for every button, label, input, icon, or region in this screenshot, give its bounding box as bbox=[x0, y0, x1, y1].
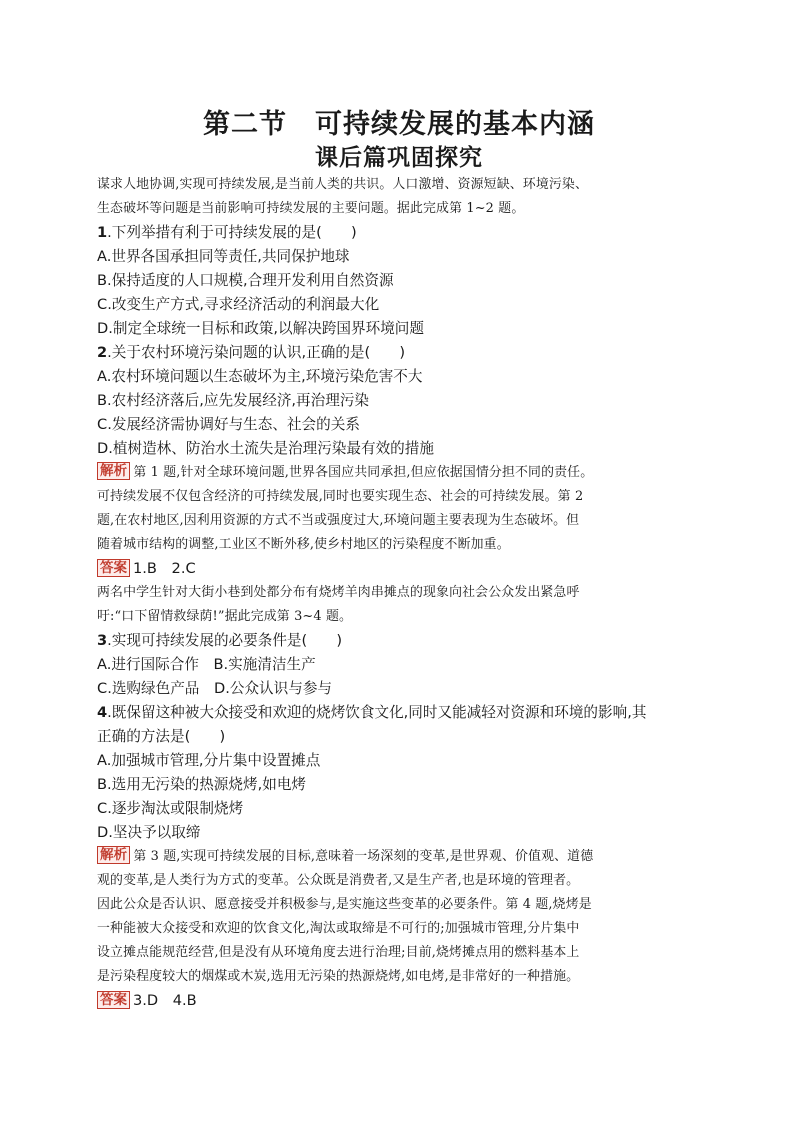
analysis-1-line bbox=[97, 461, 701, 485]
question-2-stem bbox=[97, 341, 701, 365]
question-4-stem bbox=[97, 701, 701, 725]
intro-paragraph-1-line: 生态破坏等问题是当前影响可持续发展的主要问题。据此完成第 1~2 题。 bbox=[97, 201, 525, 216]
answer-text: 3.D 4.B bbox=[133, 992, 197, 1009]
question-2-option-a: A.农村环境问题以生态破坏为主,环境污染危害不大 bbox=[97, 368, 423, 385]
analysis-2-line: 因此公众是否认识、愿意接受并积极参与,是实施这些变革的必要条件。第 4 题,烧烤是 bbox=[97, 897, 592, 912]
analysis-label: 解析 bbox=[97, 462, 130, 480]
analysis-1-line: 题,在农村地区,因利用资源的方式不当或强度过大,环境问题主要表现为生态破坏。但 bbox=[97, 513, 580, 528]
analysis-1-line: 可持续发展不仅包含经济的可持续发展,同时也要实现生态、社会的可持续发展。第 2 bbox=[97, 489, 584, 504]
question-number: 4 bbox=[97, 704, 108, 721]
analysis-1-line: 随着城市结构的调整,工业区不断外移,使乡村地区的污染程度不断加重。 bbox=[97, 537, 510, 552]
question-number: 1 bbox=[97, 224, 108, 241]
answer-label: 答案 bbox=[97, 991, 130, 1009]
question-1-option-c: C.改变生产方式,寻求经济活动的利润最大化 bbox=[97, 296, 380, 313]
question-text: .既保留这种被大众接受和欢迎的烧烤饮食文化,同时又能减轻对资源和环境的影响,其 bbox=[107, 704, 647, 721]
question-4-option-a: A.加强城市管理,分片集中设置摊点 bbox=[97, 752, 321, 769]
question-text: .实现可持续发展的必要条件是( ) bbox=[107, 632, 343, 649]
answer-2-line bbox=[97, 989, 701, 1013]
question-2-option-c: C.发展经济需协调好与生态、社会的关系 bbox=[97, 416, 360, 433]
question-3-options-ab: A.进行国际合作 B.实施清洁生产 bbox=[97, 656, 316, 673]
answer-label: 答案 bbox=[97, 559, 130, 577]
question-number: 3 bbox=[97, 632, 108, 649]
intro-paragraph-2-line: 吁:“口下留情救绿荫!”据此完成第 3~4 题。 bbox=[97, 609, 353, 624]
question-4-option-b: B.选用无污染的热源烧烤,如电烤 bbox=[97, 776, 307, 793]
question-text: .下列举措有利于可持续发展的是( ) bbox=[107, 224, 357, 241]
intro-paragraph-2-line: 两名中学生针对大街小巷到处都分布有烧烤羊肉串摊点的现象向社会公众发出紧急呼 bbox=[97, 585, 580, 600]
intro-paragraph-1-line: 谋求人地协调,实现可持续发展,是当前人类的共识。人口激增、资源短缺、环境污染、 bbox=[97, 177, 588, 192]
analysis-2-line: 设立摊点能规范经营,但是没有从环境角度去进行治理;目前,烧烤摊点用的燃料基本上 bbox=[97, 945, 580, 960]
question-1-stem bbox=[97, 221, 701, 245]
question-2-option-b: B.农村经济落后,应先发展经济,再治理污染 bbox=[97, 392, 370, 409]
answer-1-line bbox=[97, 557, 701, 581]
answer-text: 1.B 2.C bbox=[133, 560, 196, 577]
question-4-option-d: D.坚决予以取缔 bbox=[97, 824, 201, 841]
analysis-2-line bbox=[97, 845, 701, 869]
page-title: 第二节 可持续发展的基本内涵 bbox=[203, 109, 595, 140]
analysis-2-line: 一种能被大众接受和欢迎的饮食文化,淘汰或取缔是不可行的;加强城市管理,分片集中 bbox=[97, 921, 580, 936]
question-3-stem bbox=[97, 629, 701, 653]
question-number: 2 bbox=[97, 344, 108, 361]
analysis-2-line: 观的变革,是人类行为方式的变革。公众既是消费者,又是生产者,也是环境的管理者。 bbox=[97, 873, 580, 888]
analysis-label: 解析 bbox=[97, 846, 130, 864]
question-3-options-cd: C.选购绿色产品 D.公众认识与参与 bbox=[97, 680, 333, 697]
question-1-option-a: A.世界各国承担同等责任,共同保护地球 bbox=[97, 248, 350, 265]
question-4-option-c: C.逐步淘汰或限制烧烤 bbox=[97, 800, 244, 817]
question-text: .关于农村环境污染问题的认识,正确的是( ) bbox=[107, 344, 406, 361]
page-subtitle: 课后篇巩固探究 bbox=[315, 145, 483, 171]
analysis-text: 第 1 题,针对全球环境问题,世界各国应共同承担,但应依据国情分担不同的责任。 bbox=[133, 465, 594, 480]
question-2-option-d: D.植树造林、防治水土流失是治理污染最有效的措施 bbox=[97, 440, 434, 457]
question-4-stem-cont: 正确的方法是( ) bbox=[97, 728, 226, 745]
question-1-option-b: B.保持适度的人口规模,合理开发利用自然资源 bbox=[97, 272, 394, 289]
question-1-option-d: D.制定全球统一目标和政策,以解决跨国界环境问题 bbox=[97, 320, 424, 337]
analysis-2-line: 是污染程度较大的烟煤或木炭,选用无污染的热源烧烤,如电烤,是非常好的一种措施。 bbox=[97, 969, 580, 984]
analysis-text: 第 3 题,实现可持续发展的目标,意味着一场深刻的变革,是世界观、价值观、道德 bbox=[133, 849, 594, 864]
